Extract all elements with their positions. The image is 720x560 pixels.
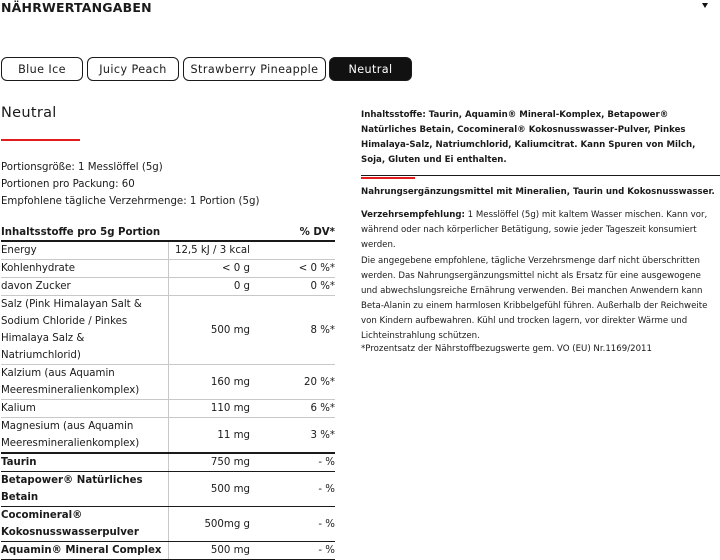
supplement-description: Nahrungsergänzungsmittel mit Mineralien, Taurin und Kokosnusswasser. — [361, 187, 715, 197]
table-header-row — [1, 224, 335, 241]
nutrient-dv: - % — [254, 542, 335, 560]
usage-text: 1 Messlöffel (5g) mit kaltem Wasser mischen. Kann vor, während oder nach körperlicher Betätigung, sowie jeder Tageszeit konsumiert werden. — [361, 210, 708, 250]
serving-size: Portionsgröße: 1 Messlöffel (5g) — [1, 162, 163, 173]
ingredients-text: Inhaltsstoffe: Taurin, Aquamin® Mineral-Komplex, Betapower® Natürliches Betain, Cocomineral® Kokosnusswasser-Pulver, Pinkes Himalaya-Salz, Natriumchlorid, Kaliumcitrat. Kann Spuren von Milch, Soja, Gluten und Ei enthalten. — [361, 110, 696, 165]
warning-text: Die angegebene empfohlene, tägliche Verzehrsmenge darf nicht überschritten werden. Das Nahrungsergänzungsmittel nicht als Ersatz für eine ausgewogene und abwechslungsreiche Ernährung verwenden. Bei manchen Anwendern kann Beta-Alanin zu einem harmlosen Kribbelgefühl führen. Außerhalb der Reichweite von Kindern aufbewahren. Kühl und trocken lagern, vor direkter Wärme und Lichteinstrahlung schützen. — [361, 256, 708, 341]
nutrient-amount: 11 mg — [168, 418, 254, 454]
table-row — [1, 278, 335, 296]
nutrient-dv: 8 %* — [254, 296, 335, 365]
nutrient-name: Aquamin® Mineral Complex — [1, 542, 168, 560]
nutrient-amount: 12,5 kJ / 3 kcal — [168, 241, 254, 260]
recommended-daily: Empfohlene tägliche Verzehrmenge: 1 Portion (5g) — [1, 196, 260, 207]
usage-recommendation — [361, 208, 719, 253]
nutrient-name: Kalzium (aus Aquamin Meeresmineralienkomplex) — [1, 365, 168, 400]
nutrient-name: Salz (Pink Himalayan Salt & Sodium Chloride / Pinkes Himalaya Salz & Natriumchlorid) — [1, 296, 168, 365]
nutrition-table — [1, 224, 335, 560]
table-row — [1, 365, 335, 400]
divider-accent — [361, 177, 415, 179]
table-row — [1, 260, 335, 278]
caret-down-icon[interactable] — [702, 3, 708, 8]
nutrient-dv: 3 %* — [254, 418, 335, 454]
nutrient-name: Cocomineral® Kokosnusswasserpulver — [1, 507, 168, 542]
nutrient-name: Taurin — [1, 453, 168, 472]
table-header-name: Inhaltsstoffe pro 5g Portion — [1, 224, 254, 241]
table-row — [1, 418, 335, 454]
nutrient-dv: - % — [254, 472, 335, 507]
nutrient-dv: 0 %* — [254, 278, 335, 296]
nutrient-name: Kohlenhydrate — [1, 260, 168, 278]
nutrient-amount: 500 mg — [168, 296, 254, 365]
nutrient-name: Betapower® Natürliches Betain — [1, 472, 168, 507]
nutrient-dv: 20 %* — [254, 365, 335, 400]
nutrition-accordion-header[interactable] — [0, 0, 720, 16]
divider — [361, 175, 720, 176]
table-row — [1, 296, 335, 365]
nutrient-dv: 6 %* — [254, 400, 335, 418]
nutrient-dv — [254, 241, 335, 260]
nutrient-amount: 110 mg — [168, 400, 254, 418]
nutrient-dv: < 0 %* — [254, 260, 335, 278]
table-row — [1, 542, 335, 560]
footnote: *Prozentsatz der Nährstoffbezugswerte gem. VO (EU) Nr.1169/2011 — [361, 344, 652, 354]
tab-neutral[interactable]: Neutral — [329, 57, 412, 81]
nutrient-dv: - % — [254, 453, 335, 472]
tab-blue-ice[interactable]: Blue Ice — [1, 57, 83, 81]
nutrient-amount: 500 mg — [168, 542, 254, 560]
nutrient-amount: 500mg g — [168, 507, 254, 542]
table-row — [1, 472, 335, 507]
nutrient-amount: 160 mg — [168, 365, 254, 400]
table-row — [1, 453, 335, 472]
nutrient-name: Kalium — [1, 400, 168, 418]
product-title: Neutral — [1, 105, 57, 121]
nutrient-amount: 750 mg — [168, 453, 254, 472]
table-row — [1, 507, 335, 542]
tab-strawberry-pineapple[interactable]: Strawberry Pineapple — [183, 57, 326, 81]
nutrient-amount: 0 g — [168, 278, 254, 296]
nutrient-name: davon Zucker — [1, 278, 168, 296]
title-underline — [1, 139, 80, 141]
section-title: NÄHRWERTANGABEN — [1, 0, 152, 15]
servings-per-pack: Portionen pro Packung: 60 — [1, 179, 135, 190]
table-row — [1, 400, 335, 418]
nutrient-amount: < 0 g — [168, 260, 254, 278]
nutrient-name: Magnesium (aus Aquamin Meeresmineralienkomplex) — [1, 418, 168, 454]
table-header-dv: % DV* — [254, 224, 335, 241]
nutrient-dv: - % — [254, 507, 335, 542]
tab-juicy-peach[interactable]: Juicy Peach — [87, 57, 179, 81]
nutrient-amount: 500 mg — [168, 472, 254, 507]
usage-label: Verzehrsempfehlung: — [361, 210, 465, 220]
nutrient-name: Energy — [1, 241, 168, 260]
table-row — [1, 241, 335, 260]
